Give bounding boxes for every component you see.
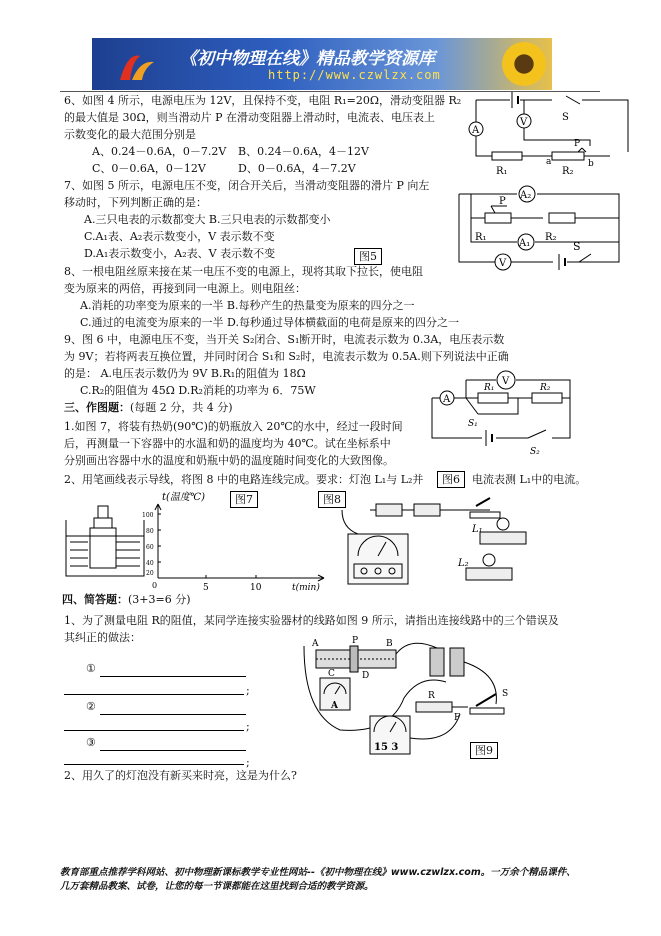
graph-y-tick-20: 20: [146, 570, 154, 577]
fig5-label-r1: R₁: [475, 232, 487, 243]
footer-line2: 几万套精品教案、试卷，让您的每一节课都能在这里找到合适的教学资源。: [60, 881, 374, 892]
fig9-label-f: F: [454, 713, 461, 723]
fig9-label-c: C: [328, 669, 335, 679]
fig4-label-s: S: [562, 112, 569, 123]
fig8-label-l1: L₁: [472, 524, 483, 535]
s3-q2-pre: 2、用笔画线表示导线，将图 8 中的电路连线完成。要求：灯泡 L₁与 L₂并: [64, 473, 424, 486]
answer-line-3b[interactable]: [64, 764, 244, 765]
graph-y-tick-80: 80: [146, 528, 154, 535]
q6-option-b: B、0.24－0.6A，4－12V: [238, 145, 369, 158]
header-banner: [92, 38, 552, 90]
logo-icon: [114, 46, 158, 86]
fig9-label-a: A: [312, 639, 319, 649]
s4-q2: 2、用久了的灯泡没有新买来时亮，这是为什么?: [64, 769, 297, 782]
section4-note: (3+3=6 分): [128, 593, 191, 606]
fig9-label-s: S: [502, 689, 509, 699]
q6-option-a: A、0.24－0.6A，0－7.2V: [92, 145, 227, 158]
fig5-label-a1: A₁: [519, 238, 531, 249]
graph-x-tick-10: 10: [250, 583, 262, 593]
fig6-label-s1: S₁: [468, 419, 478, 429]
s3-q1-line1: 1.如图 7，将装有热奶(90℃)的奶瓶放入 20℃的水中，经过一段时间: [64, 420, 403, 433]
q6-line1: 6、如图 4 所示，电源电压为 12V，且保持不变，电阻 R₁=20Ω，滑动变阻器 R₂: [64, 94, 462, 107]
graph-x-label: t(min): [292, 583, 320, 593]
footer: [60, 866, 620, 894]
figure-6-circuit: [418, 368, 586, 457]
fig8-label-l2: L₂: [458, 558, 469, 569]
q7-option-d: D.A₁表示数变小，A₂表、V 表示数不变: [84, 247, 276, 260]
answer-mark-2: ②: [86, 700, 96, 713]
answer-line-1a[interactable]: [100, 676, 246, 677]
banner-url[interactable]: http://www.czwlzx.com: [268, 68, 441, 82]
figure-6-label: 图6: [437, 471, 465, 488]
fig5-label-p: P: [499, 196, 506, 207]
fig6-label-r2: R₂: [540, 383, 551, 393]
temperature-graph: [142, 492, 328, 593]
figure-8-apparatus: [340, 494, 570, 600]
s3-q2-post: 电流表测 L₁中的电流。: [472, 473, 587, 486]
fig4-label-b: b: [588, 159, 594, 169]
answer-line-1b[interactable]: [64, 694, 244, 695]
q9-line4: C.R₂的阻值为 45Ω D.R₂消耗的功率为 6．75W: [80, 384, 316, 397]
q7-line2: 移动时，下列判断正确的是：: [64, 196, 207, 209]
q6-line2: 的最大值是 30Ω，则当滑动片 P 在滑动变阻器上滑动时，电流表、电压表上: [64, 111, 436, 124]
section3-note: (每题 2 分，共 4 分): [130, 401, 233, 414]
fig5-label-r2: R₂: [545, 232, 557, 243]
graph-y-label: t(温度℃): [162, 492, 206, 503]
q9-line1: 9、图 6 中，电源电压不变，当开关 S₂闭合、S₁断开时，电流表示数为 0.3A，电压表示数: [64, 333, 505, 346]
fig4-label-v-meter: V: [520, 117, 528, 128]
q9-line2: 为 9V；若将两表互换位置，并同时闭合 S₁和 S₂时，电流表示数为 0.5A.则下列说法中正确: [64, 350, 509, 363]
figure-5-label: 图5: [354, 248, 382, 265]
figure-4-circuit: [462, 90, 634, 176]
q9-line3: 的是： A.电压表示数仍为 9V B.R₁的阻值为 18Ω: [64, 367, 306, 380]
s4-q1-line2: 其纠正的做法：: [64, 631, 141, 644]
answer-mark-1: ①: [86, 662, 96, 675]
q7-option-ab: A.三只电表的示数都变大 B.三只电表的示数都变小: [84, 213, 331, 226]
figure-9-label: 图9: [470, 742, 498, 759]
sunflower-icon: [502, 42, 546, 86]
graph-origin: 0: [152, 581, 158, 590]
graph-y-tick-40: 40: [146, 560, 154, 567]
graph-y-tick-100: 100: [142, 512, 154, 519]
q8-line2: 变为原来的两倍，再接到同一电源上。则电阻丝：: [64, 282, 306, 295]
semicolon-2: ;: [246, 720, 250, 733]
s3-q1-line3: 分别画出容器中水的温度和奶瓶中奶的温度随时间变化的大致图像。: [64, 454, 394, 467]
answer-line-3a[interactable]: [100, 750, 246, 751]
fig5-label-v: V: [499, 258, 507, 269]
fig9-label-p: P: [352, 636, 359, 646]
semicolon-1: ;: [246, 684, 250, 697]
fig4-label-a: a: [546, 157, 552, 167]
fig6-label-s2: S₂: [530, 447, 540, 457]
graph-y-tick-60: 60: [146, 544, 154, 551]
answer-mark-3: ③: [86, 736, 96, 749]
footer-line1: 教育部重点推荐学科网站、初中物理新课标教学专业性网站--《初中物理在线》www.czwlzx.com。一万余个精品课件、: [60, 867, 576, 878]
section3-heading: [64, 401, 233, 415]
fig6-label-v: V: [502, 376, 510, 387]
s4-q1-line1: 1、为了测量电阻 R的阻值，某同学连接实验器材的线路如图 9 所示，请指出连接线路中的三个错误及: [64, 614, 559, 627]
section4-title: 四、简答题：: [62, 593, 128, 606]
semicolon-3: ;: [246, 756, 250, 769]
fig9-label-b: B: [386, 639, 393, 649]
q8-line1: 8、一根电阻丝原来接在某一电压不变的电源上，现将其取下拉长，使电阻: [64, 265, 423, 278]
fig9-label-d: D: [362, 671, 370, 681]
banner-title: 《初中物理在线》精品教学资源库: [180, 49, 435, 69]
answer-line-2b[interactable]: [64, 730, 244, 731]
fig4-label-a-meter: A: [472, 125, 480, 136]
fig6-label-r1: R₁: [484, 383, 495, 393]
s3-q1-line2: 后，再测量一下容器中的水温和奶的温度均为 40℃。试在坐标系中: [64, 437, 391, 450]
graph-x-tick-5: 5: [203, 583, 209, 593]
fig4-label-r1: R₁: [496, 166, 508, 177]
fig5-label-s: S: [573, 240, 581, 253]
q6-line3: 示数变化的最大范围分别是: [64, 128, 196, 141]
q8-option-ab: A.消耗的功率变为原来的一半 B.每秒产生的热量变为原来的四分之一: [80, 299, 415, 312]
section4-heading: [62, 593, 191, 607]
q8-option-cd: C.通过的电流变为原来的一半 D.每秒通过导体横截面的电荷是原来的四分之一: [80, 316, 459, 329]
fig6-label-a: A: [443, 394, 451, 405]
fig9-meter-bottom: 15 3: [374, 742, 399, 753]
fig4-label-p: P: [574, 139, 581, 149]
fig4-label-r2: R₂: [562, 166, 574, 177]
figure-8-label: 图8: [318, 491, 346, 508]
q6-option-c: C、0－0.6A，0－12V: [92, 162, 206, 175]
fig9-meter-top: A: [331, 701, 338, 711]
figure-5-circuit: [455, 182, 625, 274]
figure-7-label: 图7: [230, 491, 258, 508]
fig5-label-a2: A₂: [520, 190, 532, 201]
answer-line-2a[interactable]: [100, 714, 246, 715]
section3-title: 三、作图题：: [64, 401, 130, 414]
figure-7-beaker: [62, 500, 148, 580]
q6-option-d: D、0－0.6A，4－7.2V: [238, 162, 356, 175]
q7-line1: 7、如图 5 所示，电源电压不变，闭合开关后，当滑动变阻器的滑片 P 向左: [64, 179, 430, 192]
q7-option-c: C.A₁表、A₂表示数变小，V 表示数不变: [84, 230, 275, 243]
fig9-label-r: R: [428, 691, 435, 701]
